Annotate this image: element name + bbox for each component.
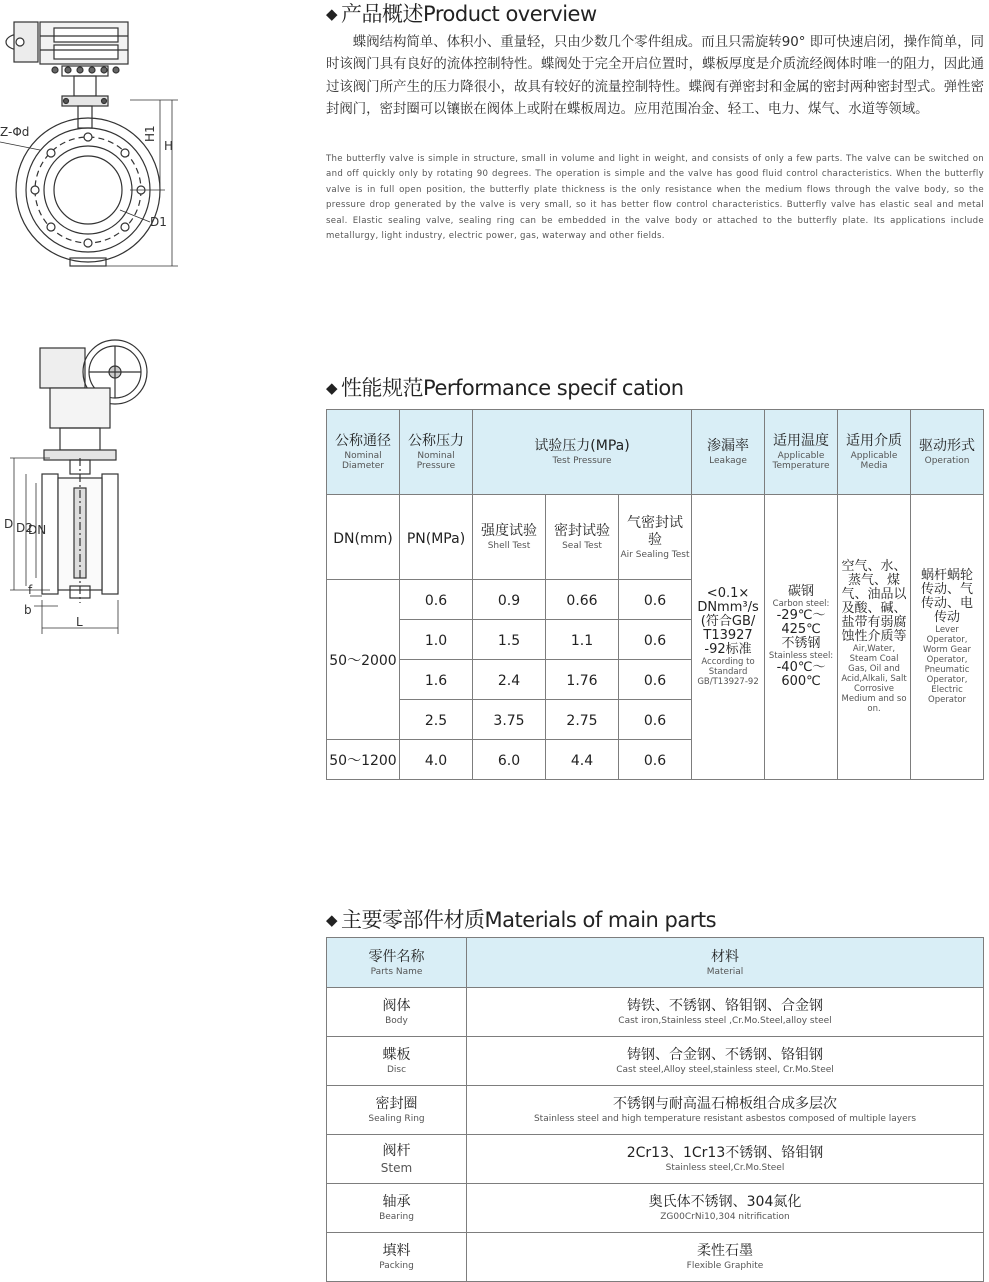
dim-label-d: D — [4, 517, 14, 531]
table-row — [327, 1184, 984, 1233]
header-material: 材料 Material — [467, 938, 984, 988]
dim-label-h: H — [164, 139, 174, 153]
dn-range-1: 50～2000 — [327, 580, 400, 740]
table-row — [327, 1086, 984, 1135]
performance-heading-cn: 性能规范 — [341, 376, 424, 400]
cell-air: 0.6 — [619, 740, 692, 780]
cell-shell: 1.5 — [473, 620, 546, 660]
dim-label-l: L — [76, 615, 83, 629]
cell-seal: 1.76 — [546, 660, 619, 700]
subheader-seal-test: 密封试验 Seal Test — [546, 495, 619, 580]
dim-label-d1: D1 — [150, 215, 167, 229]
cell-shell: 6.0 — [473, 740, 546, 780]
leakage-cell: <0.1× DNmm³/s (符合GB/ T13927 -92标准 According to Standard GB/T13927-92 — [692, 495, 765, 780]
table-row — [327, 988, 984, 1037]
header-media: 适用介质 Applicable Media — [838, 410, 911, 495]
cell-air: 0.6 — [619, 620, 692, 660]
overview-heading-en: Product overview — [423, 2, 597, 26]
header-test-pressure: 试验压力(MPa) Test Pressure — [473, 410, 692, 495]
performance-heading — [326, 372, 684, 402]
dim-label-b: b — [24, 603, 32, 617]
operation-cell: 蜗杆蜗轮传动、气传动、电传动 Lever Operator, Worm Gear Operator, Pneumatic Operator, Electric Operator — [911, 495, 984, 780]
cell-air: 0.6 — [619, 580, 692, 620]
materials-heading-en: Materials of main parts — [484, 908, 717, 932]
dim-label-z: Z-Φd — [0, 125, 30, 139]
table-header-row — [327, 938, 984, 988]
materials-heading-cn: 主要零部件材质 — [341, 908, 485, 932]
cell-pn: 0.6 — [400, 580, 473, 620]
table-row — [327, 1135, 984, 1184]
subheader-air-test: 气密封试验 Air Sealing Test — [619, 495, 692, 580]
material-cell: 不锈钢与耐高温石棉板组合成多层次 Stainless steel and high temperature resistant asbestos composed of multiple layers — [467, 1086, 984, 1135]
part-name-cell: 阀杆 Stem — [327, 1135, 467, 1184]
header-nominal-pressure: 公称压力 Nominal Pressure — [400, 410, 473, 495]
dim-label-f: f — [28, 583, 33, 597]
material-cell: 铸钢、合金钢、不锈钢、铬钼钢 Cast steel,Alloy steel,stainless steel, Cr.Mo.Steel — [467, 1037, 984, 1086]
cell-seal: 4.4 — [546, 740, 619, 780]
header-nominal-diameter: 公称通径 Nominal Diameter — [327, 410, 400, 495]
unit-pn: PN(MPa) — [400, 495, 473, 580]
cell-shell: 2.4 — [473, 660, 546, 700]
part-name-cell: 阀体 Body — [327, 988, 467, 1037]
table-row — [327, 1037, 984, 1086]
dn-range-2: 50～1200 — [327, 740, 400, 780]
unit-dn: DN(mm) — [327, 495, 400, 580]
cell-pn: 1.6 — [400, 660, 473, 700]
cell-air: 0.6 — [619, 700, 692, 740]
dim-label-h1: H1 — [143, 125, 157, 142]
cell-shell: 0.9 — [473, 580, 546, 620]
overview-text-cn: 蝶阀结构简单、体积小、重量轻，只由少数几个零件组成。而且只需旋转90° 即可快速启闭，操作简单，同时该阀门具有良好的流体控制特性。蝶阀处于完全开启位置时，蝶板厚度是介质流经阀体时唯一的阻力，因此通过该阀门所产生的压力降很小，故具有较好的流量控制特性。蝶阀有弹密封和金属的密封两种密封型式。弹性密封阀门，密封圈可以镶嵌在阀体上或附在蝶板周边。应用范围冶金、轻工、电力、煤气、水道等领域。 — [326, 35, 984, 117]
diamond-bullet-icon: ◆ — [326, 911, 338, 929]
temperature-cell: 碳钢 Carbon steel: -29℃～425℃ 不锈钢 Stainless steel: -40℃～600℃ — [765, 495, 838, 780]
overview-text-en: The butterfly valve is simple in structure, small in volume and light in weight, and consists of only a few parts. The valve can be switched on and off quickly only by rotating 90 degrees. The operation is simple and the valve has good fluid control characteristics. When the butterfly valve is in full open position, the butterfly plate thickness is the only resistance when the medium flows through the valve body, so the pressure drop generated by the valve is very small, so it has better flow control characteristics. Butterfly valve has elastic seal and metal seal. Elastic sealing valve, sealing ring can be embedded in the valve body or attached to the butterfly plate. Its applications include metallurgy, light industry, electric power, gas, waterway and other fields. — [326, 154, 984, 242]
materials-heading — [326, 904, 716, 934]
header-part-name: 零件名称 Parts Name — [327, 938, 467, 988]
header-leakage: 渗漏率 Leakage — [692, 410, 765, 495]
cell-pn: 4.0 — [400, 740, 473, 780]
table-header-row — [327, 410, 984, 495]
overview-heading-cn: 产品概述 — [341, 2, 424, 26]
subheader-shell-test: 强度试验 Shell Test — [473, 495, 546, 580]
cell-pn: 1.0 — [400, 620, 473, 660]
part-name-cell: 密封圈 Sealing Ring — [327, 1086, 467, 1135]
cell-seal: 1.1 — [546, 620, 619, 660]
material-cell: 2Cr13、1Cr13不锈钢、铬钼钢 Stainless steel,Cr.Mo.Steel — [467, 1135, 984, 1184]
dim-label-d2: D2 — [16, 521, 33, 535]
header-temperature: 适用温度 Applicable Temperature — [765, 410, 838, 495]
header-operation: 驱动形式 Operation — [911, 410, 984, 495]
materials-table — [326, 937, 984, 1282]
cell-seal: 0.66 — [546, 580, 619, 620]
cell-shell: 3.75 — [473, 700, 546, 740]
material-cell: 奥氏体不锈钢、304氮化 ZG00CrNi10,304 nitrification — [467, 1184, 984, 1233]
part-name-cell: 蝶板 Disc — [327, 1037, 467, 1086]
overview-heading — [326, 0, 597, 28]
part-name-cell: 填料 Packing — [327, 1233, 467, 1282]
cell-seal: 2.75 — [546, 700, 619, 740]
diamond-bullet-icon: ◆ — [326, 379, 338, 397]
diamond-bullet-icon: ◆ — [326, 5, 338, 23]
media-cell: 空气、水、蒸气、煤气、油品以及酸、碱、盐带有弱腐蚀性介质等 Air,Water, Steam Coal Gas, Oil and Acid,Alkali, Salt Corrosive Medium and so on. — [838, 495, 911, 780]
table-subheader-row — [327, 495, 984, 580]
part-name-cell: 轴承 Bearing — [327, 1184, 467, 1233]
valve-side-view-drawing — [0, 338, 200, 638]
material-cell: 柔性石墨 Flexible Graphite — [467, 1233, 984, 1282]
performance-table — [326, 409, 984, 780]
performance-heading-en: Performance specif cation — [423, 376, 684, 400]
material-cell: 铸铁、不锈钢、铬钼钢、合金钢 Cast iron,Stainless steel ,Cr.Mo.Steel,alloy steel — [467, 988, 984, 1037]
cell-pn: 2.5 — [400, 700, 473, 740]
table-row — [327, 1233, 984, 1282]
cell-air: 0.6 — [619, 660, 692, 700]
dim-label-dn: DN — [28, 523, 47, 537]
valve-front-view-drawing — [0, 0, 320, 270]
